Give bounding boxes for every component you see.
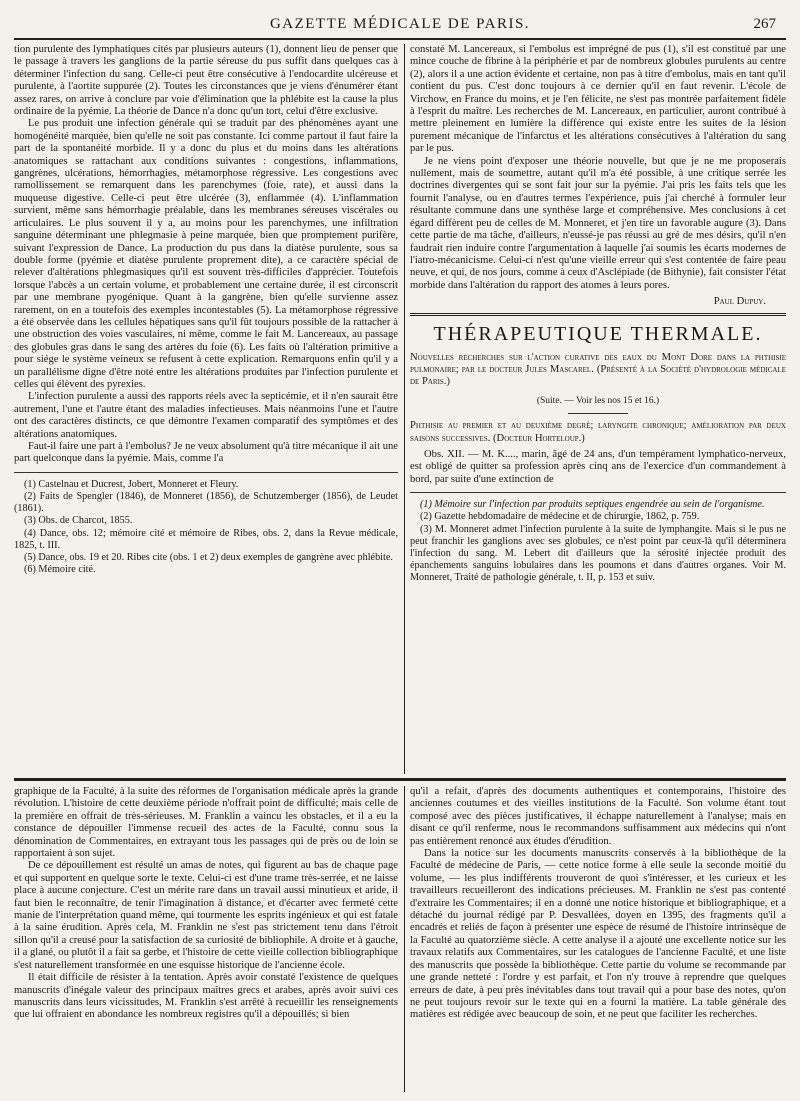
left-top-column xyxy=(14,44,398,770)
footnote: (2) Faits de Spengler (1846), de Monneret (1856), de Schutzemberger (1856), de Leudet (1861). xyxy=(14,491,398,515)
page-number: 267 xyxy=(753,16,776,32)
paragraph: qu'il a refait, d'après des documents authentiques et contemporains, l'histoire des anciennes coutumes et des vieilles institutions de la Faculté. Son volume étant tout composé avec des pièces justificatives, il échappe naturellement à l'analyse; mais en disant ce qu'il renferme, nous le recommandons suffisamment aux médecins qui n'ont pas entièrement renoncé aux études d'érudition. xyxy=(410,786,786,847)
footnote: (3) Obs. de Charcot, 1855. xyxy=(24,515,133,527)
article-heading: Nouvelles recherches sur l'action curative des eaux du Mont Dore dans la phthisie pulmonaire; par le docteur Jules Mascarel. (Présenté à la Société d'hydrologie médicale de Paris.) xyxy=(410,351,786,388)
footnote: (1) Castelnau et Ducrest, Jobert, Monneret et Fleury. xyxy=(24,478,239,490)
paragraph: constaté M. Lancereaux, si l'embolus est imprégné de pus (1), s'il est constitué par une mince couche de fibrine à la périphérie et par de nombreux globules purulents au centre (2), alors il a une action évidente et certaine, non pas à titre d'embolus, mais en tant qu'il contient du pus. C'est donc toujours à ce dernier qu'il en faut revenir. L'école de Virchow, en France du moins, et je l'en félicite, ne s'est pas montrée parfaitement fidèle à l'esprit du maître. Les recherches de M. Lancereaux, en particulier, auront contribué à mettre pleinement en lumière la différence qui existe entre les suites de la lésion purement mécanique de l'infarctus et les altérations consécutives à l'altération du sang par le pus. xyxy=(410,44,786,155)
paragraph: graphique de la Faculté, à la suite des réformes de l'organisation médicale après la grande révolution. L'histoire de cette deuxième période n'offrait point de difficulté; mais celle de la première en offrait de très-sérieuses. M. Franklin a vaincu les obstacles, et il a eu la constance de dépouiller l'immense recueil des actes de la Faculté, connu sous la dénomination de Commentaires, en extrayant tous les passages qui de près ou de loin se rapportaient à son sujet. xyxy=(14,786,398,860)
paragraph: tion purulente des lymphatiques cités par plusieurs auteurs (1), donnent lieu de penser que le passage à travers les ganglions de la partie séreuse du pus suffit dans quelques cas à déterminer l'infection du sang. Celle-ci peut être consécutive à l'endocardite ulcéreuse et purulente, à l'aortite suppurée (2). Toutes les circonstances que je viens d'énumérer étant assez rares, on arrive à conclure par voie d'élimination que la phlébite est la cause la plus ordinaire de la pyémie. La théorie de Dance n'a donc qu'un tort, celui d'être exclusive. xyxy=(14,44,398,118)
footnote: (5) Dance, obs. 19 et 20. Ribes cite (obs. 1 et 2) deux exemples de gangrène avec phlébite. xyxy=(24,552,393,564)
footnote: (4) Dance, obs. 12; mémoire cité et mémoire de Ribes, obs. 2, dans la Revue médicale, 1825, t. III. xyxy=(14,527,398,551)
observation-text: Obs. XII. — M. K...., marin, âgé de 24 ans, d'un tempérament lymphatico-nerveux, est obligé de quitter sa profession après cinq ans de l'exercice d'un commandement à bord, par suite d'une extinction de xyxy=(410,448,786,485)
case-subheading: Phthisie au premier et au deuxième degré; laryngite chronique; amélioration par deux saisons successives. (Docteur Horteloup.) xyxy=(410,420,786,444)
footnote-divider xyxy=(410,492,786,493)
feuilleton-rule xyxy=(14,778,786,781)
footnotes xyxy=(14,479,398,577)
paragraph: Il était difficile de résister à la tentation. Après avoir constaté l'existence de quelques manuscrits d'inégale valeur des principaux maîtres grecs et arabes, après avoir suivi ces manuscrits dans leurs vicissitudes, M. Franklin s'est arrêté à recueillir les renseignements que lui offraient en abondance les nombreux registres qu'il a dépouillés; si bien xyxy=(14,972,398,1021)
column-divider xyxy=(404,786,405,1092)
page-header xyxy=(14,16,786,36)
footnote: (3) M. Monneret admet l'infection purulente à la suite de lymphangite. Mais si le pus ne peut franchir les ganglions avec ses globules, ce n'est point par ceux-là qu'il déterminera l'infection du sang. M. Lebert dit d'ailleurs que la sérosité injectée produit des épanchements sanguins lobulaires dans les poumons et dans d'autres organes. Voir M. Monneret, Traité de pathologie générale, t. II, p. 153 et suiv. xyxy=(410,523,786,584)
short-divider xyxy=(568,413,628,414)
right-bottom-column xyxy=(410,786,786,1092)
author-signature: Paul Dupuy. xyxy=(713,296,766,308)
footnote: (6) Mémoire cité. xyxy=(24,564,96,576)
column-divider xyxy=(404,44,405,774)
left-bottom-column xyxy=(14,786,398,1092)
section-divider xyxy=(410,313,786,316)
paragraph: De ce dépouillement est résulté un amas de notes, qui figurent au bas de chaque page et qui supportent en quelque sorte le texte. Celui-ci est d'une trame très-serrée, et ne laisse place à aucune conjecture. C'est un mérite rare dans un travail aussi minutieux et aride, il faut bien le reconnaître, de tenir l'imagination à distance, et d'écarter avec fermeté cette manie de l'interprétation quand même, qui tourmente les esprits ingénieux et qui est fatale à la saine érudition. Après cela, M. Franklin ne s'est pas strictement tenu dans l'étroit sillon qu'il a creusé pour la satisfaction de sa curiosité de bibliophile. A droite et à gauche, il a glané, ou plutôt il a fait sa gerbe, et l'histoire de cette vieille collection bibliographique s'est naturellement transformée en une esquisse historique de l'ancienne école. xyxy=(14,860,398,971)
continuation-note: (Suite. — Voir les nos 15 et 16.) xyxy=(536,395,660,406)
right-top-column xyxy=(410,44,786,770)
paragraph: Le pus produit une infection générale qui se traduit par des phénomènes ayant une homogénéité marquée, bien qu'elle ne soit pas constante. Ici comme partout il faut faire la part de la spontanéité morbide. Il y a donc du plus et du moins dans les altérations anatomiques se rattachant aux conditions suivantes : congestions, inflammations, gangrènes, ulcérations, hémorrhagies, métamorphose régressive. Les congestions avec ramollissement se remarquent dans les parenchymes (foie, rate), et aussi dans la muqueuse digestive. Celle-ci peut être ulcérée (3), enflammée (4). L'inflammation survient, même sans hémorrhagie préalable, dans les membranes séreuses viscérales ou articulaires. Le plus souvent il y a, au moins pour les parenchymes, une infiltration sanguine déterminant une phlegmasie à peine marquée, bien que promptement purifère, suivant l'expression de Dance. La production du pus dans la diatèse purulente, sous sa double forme (pyémie et diatèse purulente proprement dite), a ce caractère spécial de relever d'altérations phlegmasiques qu'il est souvent très-difficiles d'apprécier. Toutefois lorsque l'abcès a un certain volume, et probablement une certaine durée, il est circonscrit par une membrane pyogénique. Quant à la gangrène, bien qu'elle survienne assez rarement, on en a toutefois des exemples incontestables (5). La métamorphose régressive a été observée dans les cellules hépatiques sans qu'il fût toujours possible de la rattacher à une obstruction des voies vasculaires, ni même, comme le fait M. Lancereaux, au passage des globules gras dans le sang des artères du foie (6). Les faits où l'altération primitive a pour siége le système veineux se refusent à cette explication. Remarquons enfin qu'il y a un parallélisme digne d'être noté entre les altérations produites par l'infection purulente et celles qui élèvent des pyrexies. xyxy=(14,118,398,390)
footnotes xyxy=(410,499,786,584)
footnote: (2) Gazette hebdomadaire de médecine et de chirurgie, 1862, p. 759. xyxy=(420,511,700,523)
paragraph: Je ne viens point d'exposer une théorie nouvelle, but que je ne me proposerais nullement, mais de soumettre, autant qu'il m'a été possible, à une critique serrée les doctrines divergentes qui se sont fait jour sur la pyémie. J'ai pris les faits tels que les fournit l'analyse, ou en d'autres termes l'expérience, puis j'ai cherché à formuler leur résultante commune dans une synthèse large et compréhensive. Mes conclusions à cet égard diffèrent peu de celles de M. Monneret, et j'en tire un favorable augure (3). Dans cette partie de ma tâche, d'ailleurs, n'eussé-je pas réussi au gré de mes désirs, qu'il n'en faudrait rien induire contre l'argumentation à laquelle j'ai soumis les écarts modernes de l'iatro-mécanicisme. Celui-ci n'est qu'une vieille erreur qui s'est contentée de faire peau neuve, et qui, de nos jours, comme à ceux d'Asclépiade (de Bithynie), fait consister l'état morbide dans l'altération du rapport des atomes à leurs pores. xyxy=(410,155,786,291)
footnote-divider xyxy=(14,472,398,473)
paragraph: Dans la notice sur les documents manuscrits conservés à la bibliothèque de la Faculté de médecine de Paris, — cette notice forme à elle seule la seconde moitié du volume, — les plus indifférents trouveront de quoi s'intéresser, et les curieux et les travailleurs recueilleront des indications précieuses. M. Franklin ne s'est pas contenté d'extraire les Commentaires; il en a donné une notice historique et bibliographique, et a détaché du journal rédigé par P. Desvallées, doyen en 1395, des fragments qu'il a encadrés et reliés de façon à présenter une espèce de résumé de l'histoire intrinsèque de la Faculté au quatorzième siècle. A cette analyse il a ajouté une excellente notice sur les travaux relatifs aux Commentaires, sur les catalogues de l'ancienne Faculté, et une liste des manuscrits que possède la bibliothèque. Cette partie du volume se recommande par une grande netteté : l'ordre y est parfait, et l'on n'y trouve à reprendre que quelques erreurs de date, à peu près inévitables dans tout travail qui a pour base des notes, qu'on ne peut toujours revoir sur le texte qui en a fourni la matière. La table générale des matières est rédigée avec beaucoup de soin, et ne peut que faciliter les recherches. xyxy=(410,848,786,1021)
section-title: THÉRAPEUTIQUE THERMALE. xyxy=(433,322,763,345)
footnote: (1) Mémoire sur l'infection par produits septiques engendrée au sein de l'organisme. xyxy=(420,499,765,511)
header-rule xyxy=(14,38,786,40)
journal-title: GAZETTE MÉDICALE DE PARIS. xyxy=(269,16,531,32)
paragraph: L'infection purulente a aussi des rapports réels avec la septicémie, et il n'en saurait être autrement, l'une et l'autre étant des maladies infectieuses. Mais néanmoins l'une et l'autre ont des caractères distincts, ce que démontre l'examen comparatif des symptômes et des altérations anatomiques. xyxy=(14,391,398,440)
paragraph: Faut-il faire une part à l'embolus? Je ne veux absolument qu'à titre mécanique il ait une part quelconque dans la pyémie. Mais, comme l'a xyxy=(14,441,398,465)
